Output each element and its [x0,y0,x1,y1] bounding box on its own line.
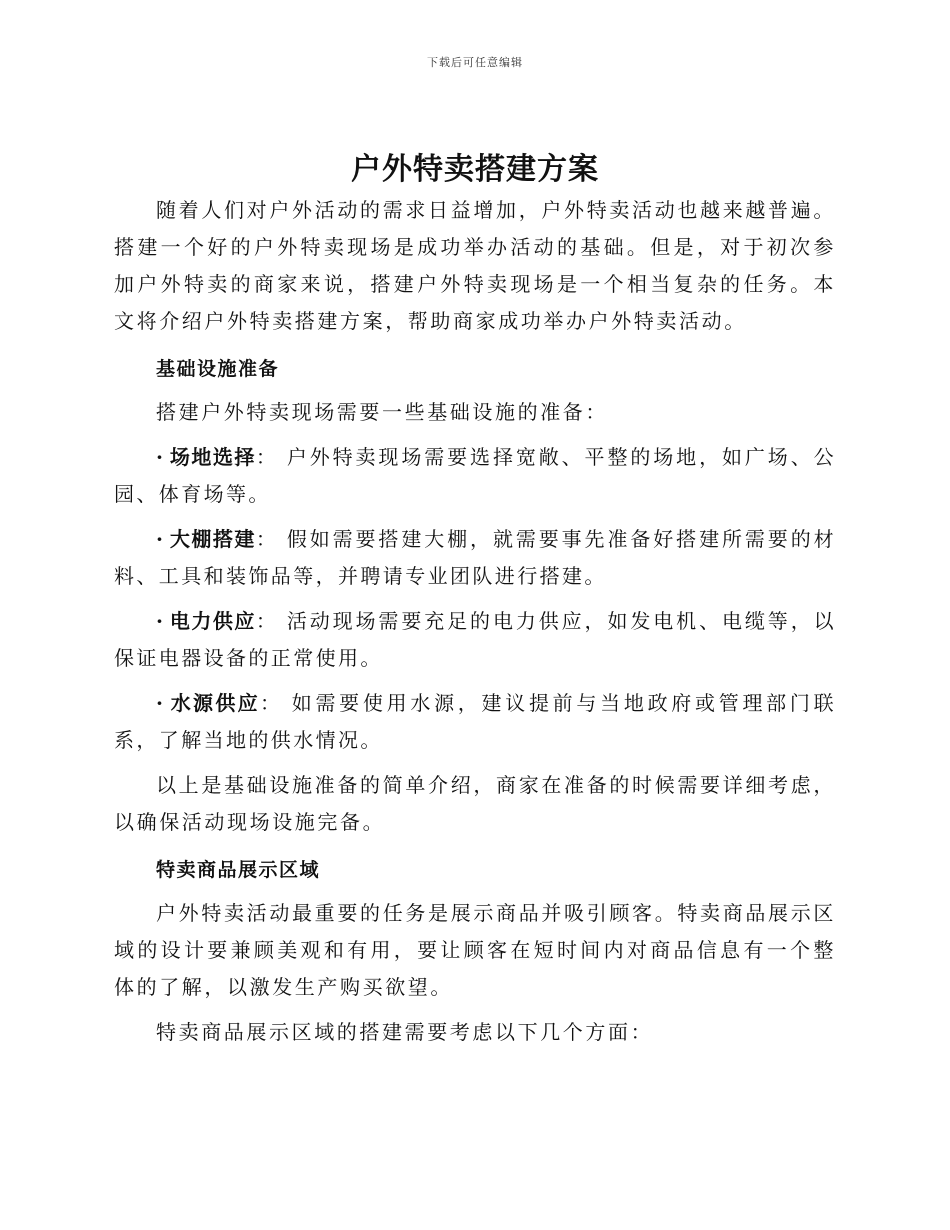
section-summary-infrastructure: 以上是基础设施准备的简单介绍，商家在准备的时候需要详细考虑，以确保活动现场设施完备。 [114,773,836,834]
item-text: 户外特卖现场需要选择宽敞、平整的场地，如广场、公园、体育场等。 [114,445,836,506]
document-title: 户外特卖搭建方案 [351,152,599,187]
list-item [114,439,836,513]
bullet-marker: · [156,445,166,469]
list-item [114,685,836,759]
item-text: 活动现场需要充足的电力供应，如发电机、电缆等，以保证电器设备的正常使用。 [114,609,836,670]
bullet-marker: · [156,527,166,551]
list-item [114,521,836,595]
list-item [114,603,836,677]
item-label: 水源供应 [169,691,260,715]
bullet-marker: · [156,609,166,633]
infrastructure-list [114,439,836,759]
item-text: 如需要使用水源，建议提前与当地政府或管理部门联系，了解当地的供水情况。 [114,691,837,752]
item-colon: ： [260,691,284,715]
item-label: 电力供应 [169,609,256,633]
item-colon: ： [255,609,279,633]
bullet-marker: · [156,691,166,715]
item-colon: ： [255,445,279,469]
section-paragraph-display-area: 户外特卖活动最重要的任务是展示商品并吸引顾客。特卖商品展示区域的设计要兼顾美观和有用，要让顾客在短时间内对商品信息有一个整体的了解，以激发生产购买欲望。 [114,901,836,999]
section-heading-infrastructure: 基础设施准备 [156,358,280,380]
section-heading-display-area: 特卖商品展示区域 [156,859,321,881]
item-text: 假如需要搭建大棚，就需要事先准备好搭建所需要的材料、工具和装饰品等，并聘请专业团队进行搭建。 [114,527,836,588]
intro-paragraph: 随着人们对户外活动的需求日益增加，户外特卖活动也越来越普遍。搭建一个好的户外特卖现场是成功举办活动的基础。但是，对于初次参加户外特卖的商家来说，搭建户外特卖现场是一个相当复杂的任务。本文将介绍户外特卖搭建方案，帮助商家成功举办户外特卖活动。 [114,198,836,333]
item-label: 大棚搭建 [169,527,256,551]
section-lead-infrastructure: 搭建户外特卖现场需要一些基础设施的准备： [156,400,608,424]
item-colon: ： [255,527,279,551]
section-lead-display-area: 特卖商品展示区域的搭建需要考虑以下几个方面： [156,1020,654,1044]
document-body [114,148,836,1051]
item-label: 场地选择 [169,445,256,469]
header-note: 下载后可任意编辑 [427,56,523,69]
